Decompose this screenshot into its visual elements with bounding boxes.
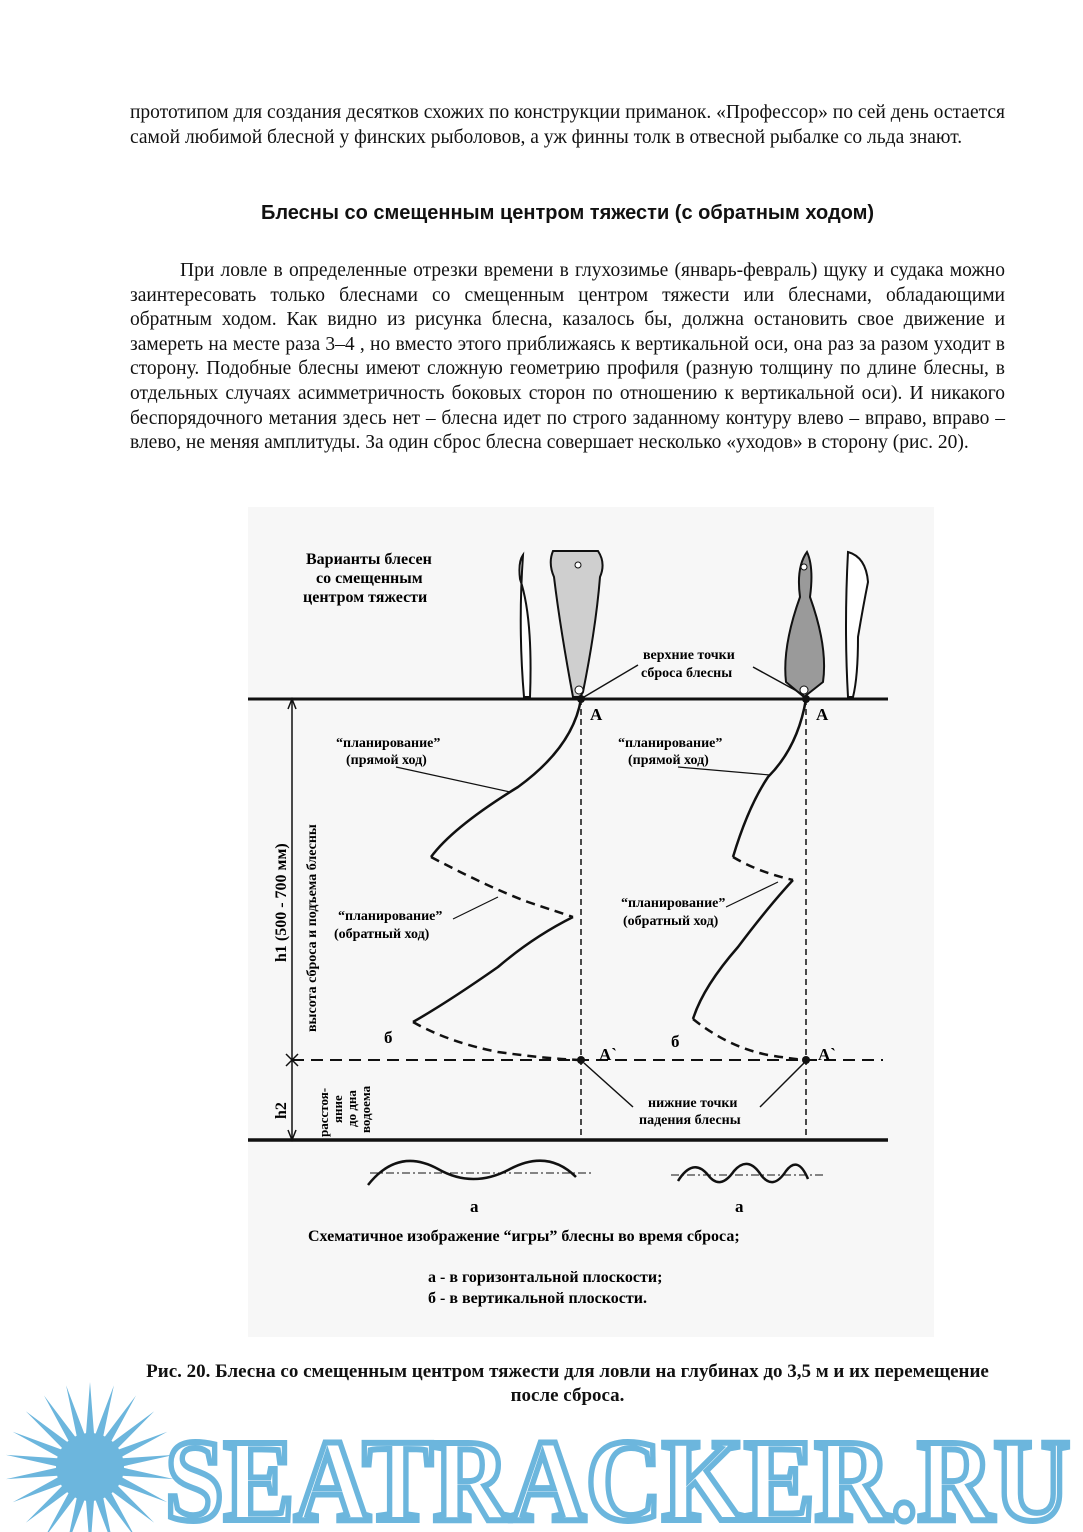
figure-20-diagram — [248, 507, 934, 1337]
top-points-label-2: сброса блесны — [641, 666, 733, 681]
bottom-distance-line-2: яние — [330, 1095, 345, 1123]
bottom-distance-line-4: водоема — [358, 1085, 373, 1133]
point-a-prime-right-label: А` — [818, 1045, 836, 1064]
point-a-prime-left-label: А` — [599, 1045, 617, 1064]
height-h1-label: h1 (500 - 700 мм) — [273, 843, 290, 962]
point-a-prime-left — [577, 1056, 585, 1064]
section-heading: Блесны со смещенным центром тяжести (с обратным ходом) — [260, 202, 875, 224]
body-paragraph: При ловле в определенные отрезки времени в глухозимье (январь-февраль) щуку и судака можно заинтересовать только блеснами со смещенным центром тяжести или блеснами, обладающими обратным ходом. Как видно из рисунка блесна, казалось бы, должна остановить свое движение и замереть на месте раза 3–4 , но вместо этого приближаясь к вертикальной оси, она раз за разом уходит в сторону. Подобные блесны имеют сложную геометрию профиля (разную толщину по длине блесны, в отдельных случаях асимметричность боковых сторон по отношению к вертикальной оси). И никакого беспорядочного метания здесь нет – блесна идет по строго заданному контуру влево – вправо, вправо – влево, не меняя амплитуды. За один сброс блесна совершает несколько «уходов» в сторону (рис. 20). — [130, 260, 1005, 454]
bottom-points-label-1: нижние точки — [648, 1096, 738, 1111]
schematic-title: Схематичное изображение “игры” блесны во время сброса; — [308, 1228, 740, 1245]
label-b-left: б — [384, 1028, 393, 1047]
legend-line-2: б - в вертикальной плоскости. — [428, 1290, 647, 1307]
glide-forward-left-1: “планирование” — [336, 736, 441, 751]
watermark-brand-text: SEATRACKER.RU — [165, 1415, 1070, 1532]
figure-title-line-3: центром тяжести — [303, 589, 428, 606]
glide-reverse-left-1: “планирование” — [338, 909, 443, 924]
glide-reverse-right-1: “планирование” — [621, 896, 726, 911]
figure-title-line-1: Варианты блесен — [306, 551, 432, 568]
figure-title-line-2: со смещенным — [316, 570, 423, 587]
label-a-left: а — [470, 1197, 479, 1216]
figure-caption: Рис. 20. Блесна со смещенным центром тяжести для ловли на глубинах до 3,5 м и их перемещение после сброса. — [146, 1361, 989, 1406]
intro-paragraph: прототипом для создания десятков схожих по конструкции приманок. «Профессор» по сей день остается самой любимой блесной у финских рыболовов, а уж финны толк в отвесной рыбалке со льда знают. — [130, 102, 1005, 148]
lure-hole-bottom-left — [575, 686, 583, 694]
bottom-points-label-2: падения блесны — [639, 1113, 741, 1128]
glide-forward-left-2: (прямой ход) — [346, 753, 427, 768]
label-b-right: б — [671, 1032, 680, 1051]
bottom-distance-line-1: расстоя- — [316, 1087, 331, 1137]
label-a-right: а — [735, 1197, 744, 1216]
lure-hole-top-left — [575, 562, 581, 568]
point-a-right-label: А — [816, 705, 829, 724]
sun-core — [56, 1433, 124, 1501]
glide-reverse-left-2: (обратный ход) — [334, 927, 430, 942]
lure-hole-top-right — [801, 564, 807, 570]
legend-line-1: а - в горизонтальной плоскости; — [428, 1269, 663, 1286]
glide-forward-right-1: “планирование” — [618, 736, 723, 751]
sun-icon — [6, 1382, 174, 1532]
bottom-distance-line-3: до дна — [344, 1090, 359, 1127]
watermark-logo — [0, 1372, 1083, 1532]
top-points-label-1: верхние точки — [643, 648, 735, 663]
point-a-left-label: А — [590, 705, 603, 724]
height-h1-description: высота сброса и подъема блесны — [305, 824, 320, 1032]
glide-reverse-right-2: (обратный ход) — [623, 914, 719, 929]
glide-forward-right-2: (прямой ход) — [628, 753, 709, 768]
height-h2-label: h2 — [273, 1102, 290, 1119]
